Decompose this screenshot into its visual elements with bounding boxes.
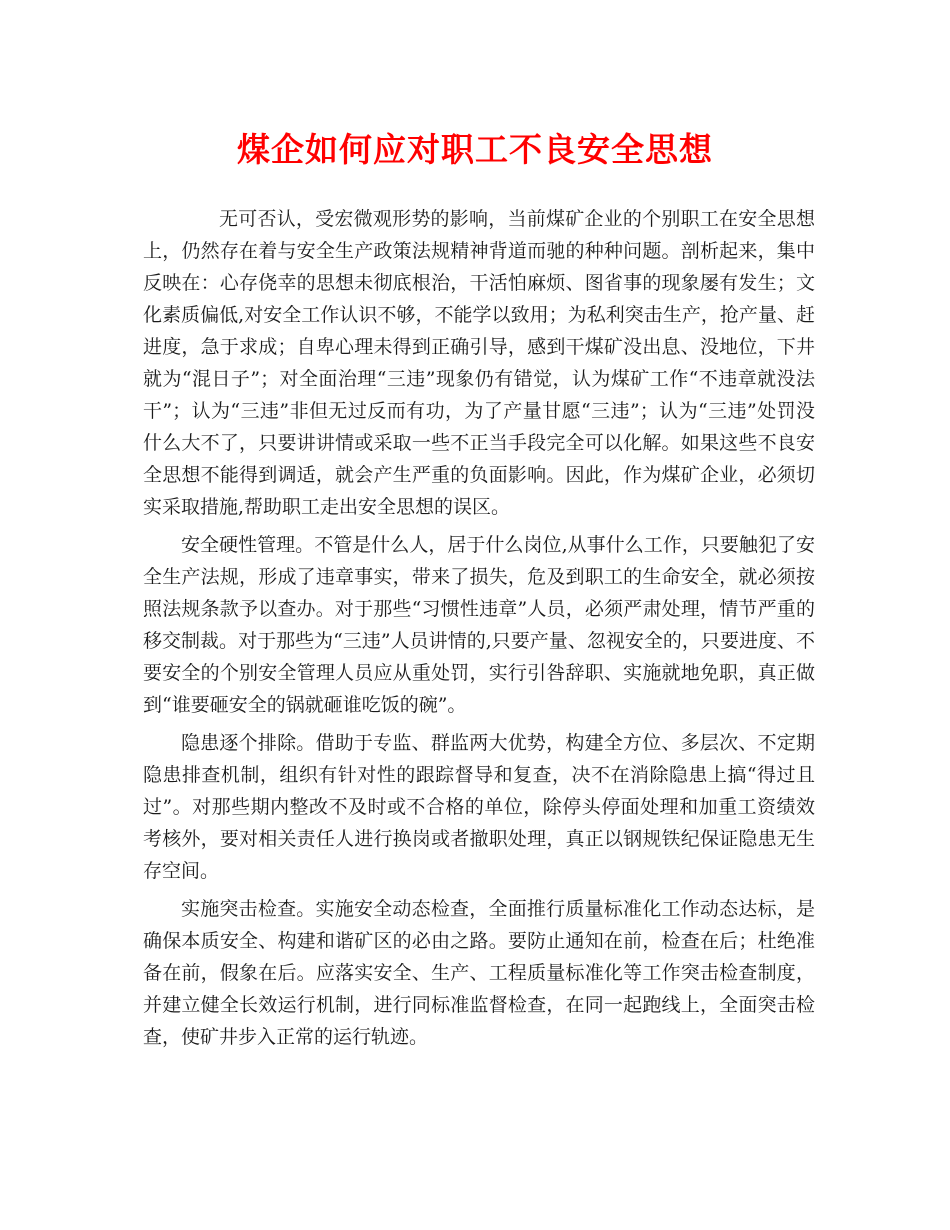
- paragraph-hazard-removal: 隐患逐个排除。借助于专监、群监两大优势，构建全方位、多层次、不定期隐患排查机制，组织有针对性的跟踪督导和复查，决不在消除隐患上搞“得过且过”。对那些期内整改不及时或不合格的单位，除停头停面处理和加重工资绩效考核外，要对相关责任人进行换岗或者撤职处理，真正以钢规铁纪保证隐患无生存空间。: [143, 732, 815, 882]
- document-body: [143, 203, 815, 1059]
- paragraph-safety-management: 安全硬性管理。不管是什么人，居于什么岗位,从事什么工作，只要触犯了安全生产法规，形成了违章事实，带来了损失，危及到职工的生命安全，就必须按照法规条款予以查办。对于那些“习惯性违章”人员，必须严肃处理，情节严重的移交制裁。对于那些为“三违”人员讲情的,只要产量、忽视安全的，只要进度、不要安全的个别安全管理人员应从重处罚，实行引咎辞职、实施就地免职，真正做到“谁要砸安全的锅就砸谁吃饭的碗”。: [143, 534, 815, 716]
- paragraph-intro: 无可否认，受宏微观形势的影响，当前煤矿企业的个别职工在安全思想上，仍然存在着与安全生产政策法规精神背道而驰的种种问题。剖析起来，集中反映在：心存侥幸的思想未彻底根治，干活怕麻烦、图省事的现象屡有发生；文化素质偏低,对安全工作认识不够，不能学以致用；为私利突击生产，抢产量、赶进度，急于求成；自卑心理未得到正确引导，感到干煤矿没出息、没地位，下井就为“混日子”；对全面治理“三违”现象仍有错觉，认为煤矿工作“不违章就没法干”；认为“三违”非但无过反而有功，为了产量甘愿“三违”；认为“三违”处罚没什么大不了，只要讲讲情或采取一些不正当手段完全可以化解。如果这些不良安全思想不能得到调适，就会产生严重的负面影响。因此，作为煤矿企业，必须切实采取措施,帮助职工走出安全思想的误区。: [143, 208, 815, 518]
- paragraph-surprise-inspection: 实施突击检查。实施安全动态检查，全面推行质量标准化工作动态达标，是确保本质安全、构建和谐矿区的必由之路。要防止通知在前，检查在后；杜绝准备在前，假象在后。应落实安全、生产、工程质量标准化等工作突击检查制度，并建立健全长效运行机制，进行同标准监督检查，在同一起跑线上，全面突击检查，使矿井步入正常的运行轨迹。: [143, 898, 815, 1048]
- document-title: 煤企如何应对职工不良安全思想: [237, 130, 713, 169]
